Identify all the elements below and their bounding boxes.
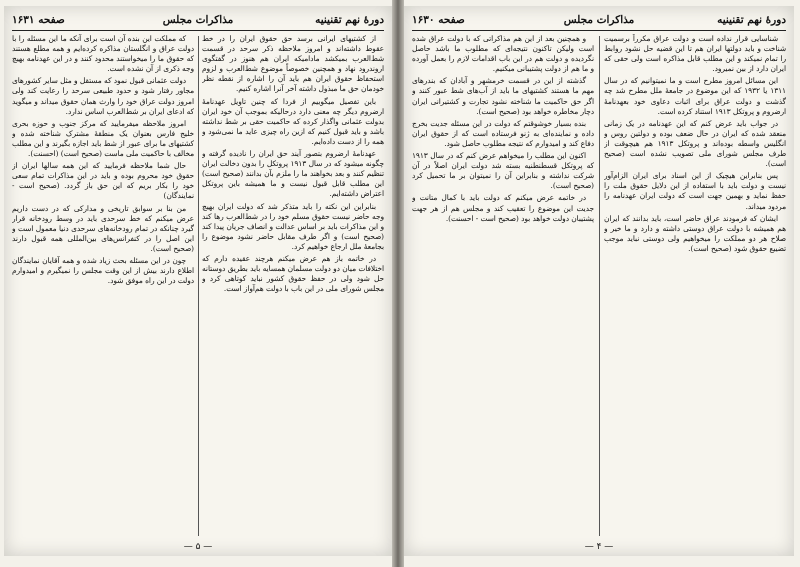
paragraph: شناسایی قرار نداده است و دولت عراق مکرراً برسمیت شناخت و باید دولتها ایران هم تا این قضیه حل نشود روابط را تمام نمیکند و این مطلب قابل مذاکره است ولی حقی که ایران دارد از بین نمیرود. bbox=[604, 34, 786, 74]
paragraph: در خاتمه باز هم عرض میکنم هرچند عقیده دارم که اختلافات میان دو دولت مسلمان همسایه باید بطریق دوستانه حل شود ولی در حفظ حقوق کشور نباید کوتاهی کرد و مجلس شورای ملی در این باب با دولت هم‌آواز است. bbox=[202, 253, 384, 294]
journal-title: دورهٔ نهم تقنینیه bbox=[717, 14, 786, 26]
paragraph: بنده بسیار خوشوقتم که دولت در این مسئله جدیت بخرج داده و نماینده‌ای به ژنو فرستاده است که از حقوق ایران دفاع کند و امیدوارم که نتیجه مطلوب حاصل شود. bbox=[412, 118, 594, 148]
book-gutter bbox=[392, 0, 404, 567]
paragraph: حال شما ملاحظه فرمایید که این همه سالها ایران از حقوق خود محروم بوده و باید در این مذاکرات تمام سعی خود را بکار بریم که این حق باز گردد. (صحیح است - نمایندگان) bbox=[12, 161, 194, 201]
paragraph: گذشته از این در قسمت خرمشهر و آبادان که بندرهای مهم ما هستند کشتیهای ما باید از آب‌های شط عبور کنند و اگر حق حاکمیت ما شناخته نشود تجارت و کشتیرانی ایران دچار مخاطره خواهد بود (صحیح است). bbox=[412, 76, 594, 116]
left-page-header bbox=[12, 12, 384, 28]
text-column-left bbox=[12, 34, 194, 538]
paragraph: باین تفصیل میگوییم از فردا که چنین تاویل عهدنامهٔ ارضروم دیگر چه معنی دارد درحالیکه بموجب آن خود ایران بدولت عثمانی واگذار کرده که حاکمیت حقی بر شط نداشته باشد و باید قبول کنیم که ازین راه چیزی عاید ما نمی‌شود و همه را از دست داده‌ایم. bbox=[202, 96, 384, 146]
paragraph: از کشتیهای ایرانی برسد حق حقوق ایران را در خط عقوط داشته‌اند و امروز ملاحظه ذکر سرحد در قسمت شط‌العرب بمیکشد مادامیکه ایران هم هنوز در گفتگوی اروندرود نهاد و همچنین خصوصاً موضوع شط‌العرب و لزوم استحفاظ حقوق ایران هم باید آن را اشاره از نقطه نظر خودمان حق ما مبذول داشته آخر آنرا اشاره کنیم. bbox=[202, 34, 384, 94]
paragraph: عهدنامهٔ ارضروم بتصور آیند حق ایران را نادیده گرفته و چگونه میشود که در سال ۱۹۱۳ پروتکل را بدون دخالت ایران تنظیم کنند و بعد بخواهند ما را ملزم بآن بدانند (صحیح است) این مطلب قابل قبول نیست و ما همیشه باین پروتکل اعتراض داشته‌ایم. bbox=[202, 149, 384, 199]
text-columns bbox=[412, 34, 786, 538]
paragraph: دولت عثمانی قبول نمود که مستقل و مثل سایر کشورهای مجاور رفتار شود و حدود طبیعی سرحد را رعایت کند ولی امروز دولت عراق خود را وارث همان حقوق میداند و میگوید که ادعای ایران بر شط‌العرب اساس ندارد. bbox=[12, 76, 194, 116]
page-number: صفحه ۱۶۳۱ bbox=[12, 14, 65, 26]
paragraph: پس بنابراین هیچیک از این اسناد برای ایران الزام‌آور نیست و دولت باید با استفاده از این دلایل حقوق ملت را حفظ نماید و بهمین جهت است که دولت ایران عهدنامه را مردود میداند. bbox=[604, 171, 786, 211]
text-column-right bbox=[202, 34, 384, 538]
paragraph: بنابراین این نکته را باید متذکر شد که دولت ایران بهیچ وجه حاضر نیست حقوق مسلم خود را در شط‌العرب رها کند و این مذاکرات باید بر اساس عدالت و انصاف جریان پیدا کند (صحیح است) و اگر طرف مقابل حاضر نشود موضوع را بجامعهٔ ملل ارجاع خواهیم کرد. bbox=[202, 201, 384, 251]
left-page bbox=[4, 6, 392, 556]
right-page bbox=[404, 6, 794, 556]
text-columns bbox=[12, 34, 384, 538]
page-folio: — ۵ — bbox=[183, 542, 213, 552]
text-column-right bbox=[604, 34, 786, 538]
header-rule bbox=[12, 30, 384, 31]
paragraph: این مسائل امروز مطرح است و ما نمیتوانیم که در سال ۱۳۱۱ یا ۱۹۳۲ که این موضوع در جامعهٔ ملل مطرح شد چه گذشت و دولت عراق برای اثبات دعاوی خود بعهدنامهٔ ارضروم و پروتکل ۱۹۱۳ استناد کرده است. bbox=[604, 76, 786, 116]
page-title: مذاکرات مجلس bbox=[162, 14, 234, 26]
journal-title: دورهٔ نهم تقنینیه bbox=[315, 14, 384, 26]
paragraph: امروز ملاحظه میفرمایید که مرکز جنوب و حوزه بحری خلیج فارس بعنوان یک منطقهٔ مشترک شناخته شده و کشتیهای ما برای عبور از شط باید اجازه بگیرند و این مطلب مخالف با حاکمیت ملی ماست (صحیح است) (احسنت). bbox=[12, 118, 194, 159]
page-number: صفحه ۱۶۳۰ bbox=[412, 14, 465, 26]
paragraph: که مملکت این بنده آن است برای آنکه ما این مسئله را با دولت عراق و انگلستان مذاکره کرده‌ایم و همه مطلع هستند که حقوق ما را میخواستند محدود کنند و در این عهدنامه بهیچ وجه ذکری از آن نشده است. bbox=[12, 34, 194, 74]
paragraph: ایشان که فرمودند عراق حاضر است، باید بدانند که ایران هم همیشه با دولت عراق دوستی داشته و دارد و ما خیر و صلاح هر دو مملکت را میخواهیم ولی دوستی نباید موجب تضییع حقوق شود (صحیح است). bbox=[604, 213, 786, 253]
page-title: مذاکرات مجلس bbox=[563, 14, 635, 26]
paragraph: و همچنین بعد از این هم مذاکراتی که با دولت عراق شده است ولیکن تاکنون نتیجه‌ای که مطلوب ما باشد حاصل نگردیده و دولت هم در این باب اقدامات لازم را بعمل آورده و ما هم از دولت پشتیبانی میکنیم. bbox=[412, 34, 594, 74]
paragraph: چون در این مسئله بحث زیاد شده و همه آقایان نمایندگان اطلاع دارند بیش از این وقت مجلس را نمیگیرم و امیدوارم دولت در این راه موفق شود. bbox=[12, 255, 194, 286]
header-rule bbox=[412, 30, 786, 31]
paragraph: اکنون این مطلب را میخواهم عرض کنم که در سال ۱۹۱۳ که پروتکل قسطنطنیه بسته شد دولت ایران اصلاً در آن شرکت نداشته و بنابراین آن را نمیتوان بر ما تحمیل کرد (صحیح است). bbox=[412, 151, 594, 191]
paragraph: در خاتمه عرض میکنم که دولت باید با کمال متانت و جدیت این موضوع را تعقیب کند و مجلس هم از هر جهت پشتیبان دولت خواهد بود (صحیح است - احسنت). bbox=[412, 193, 594, 223]
right-page-header bbox=[412, 12, 786, 28]
page-folio: — ۴ — bbox=[584, 542, 614, 552]
paragraph: در جواب باید عرض کنم که این عهدنامه در یک زمانی منعقد شده که ایران در حال ضعف بوده و دولتین روس و انگلیس واسطه بوده‌اند و پروتکل ۱۹۱۳ هم هیچوقت از طرف مجلس شورای ملی تصویب نشده است (صحیح است). bbox=[604, 118, 786, 169]
column-divider bbox=[599, 36, 600, 536]
text-column-left bbox=[412, 34, 594, 538]
column-divider bbox=[198, 36, 199, 536]
paragraph: من بنا بر سوابق تاریخی و مدارکی که در دست داریم عرض میکنم که خط سرحدی باید در وسط رودخانه قرار گیرد چنانکه در تمام رودخانه‌های سرحدی دنیا معمول است و این اصل را در کنفرانس‌های بین‌المللی همه قبول دارند (صحیح است). bbox=[12, 203, 194, 253]
